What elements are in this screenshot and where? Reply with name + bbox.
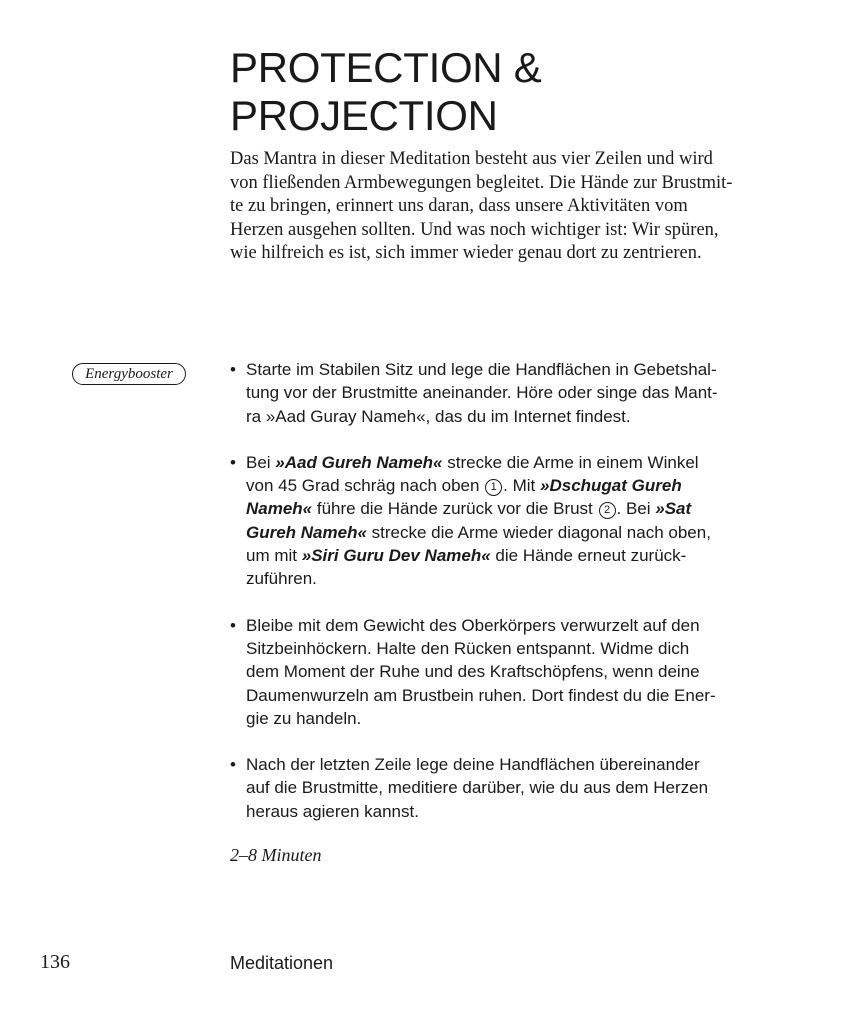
bullet-icon: • — [230, 452, 236, 472]
instruction-item — [230, 753, 770, 823]
text-run: . Mit — [503, 476, 541, 496]
mantra-text: »Siri Guru Dev Nameh« — [301, 546, 491, 566]
mantra-text: »Aad Gureh Nameh« — [275, 452, 443, 472]
text-run: die Hände erneut zurück- — [490, 546, 687, 566]
intro-line: wie hilfreich es ist, sich immer wieder genau dort zu zentrieren. — [230, 243, 702, 263]
instruction-line: gie zu handeln. — [246, 708, 362, 728]
instruction-line: Sitzbeinhöckern. Halte den Rücken entspannt. Widme dich — [246, 638, 690, 658]
instruction-line: Nach der letzten Zeile lege deine Handflächen übereinander — [246, 755, 700, 775]
category-badge: Energybooster — [72, 363, 186, 385]
instruction-line — [246, 451, 770, 474]
instruction-line: dem Moment der Ruhe und des Kraftschöpfens, wenn deine — [246, 662, 700, 682]
instruction-line: zuführen. — [246, 569, 317, 589]
figure-reference-2: 2 — [599, 502, 616, 519]
instruction-line: ra »Aad Guray Nameh«, das du im Internet findest. — [246, 406, 631, 426]
instruction-list — [230, 358, 770, 823]
section-title: Meditationen — [230, 953, 334, 973]
text-run: strecke die Arme wieder diagonal nach oben, — [366, 522, 711, 542]
instruction-line — [246, 497, 770, 520]
instruction-line: Bleibe mit dem Gewicht des Oberkörpers verwurzelt auf den — [246, 615, 700, 635]
page-number: 136 — [40, 951, 70, 973]
intro-paragraph — [230, 148, 760, 266]
intro-line: te zu bringen, erinnert uns daran, dass unsere Aktivitäten vom — [230, 196, 688, 216]
mantra-text: Nameh« — [246, 499, 313, 519]
instruction-item — [230, 358, 770, 428]
text-run: führe die Hände zurück vor die Brust — [312, 499, 598, 519]
intro-line: von fließenden Armbewegungen begleitet. Die Hände zur Brustmit- — [230, 172, 733, 193]
instruction-item — [230, 614, 770, 730]
text-run: um mit — [246, 546, 302, 566]
title-line: PROTECTION & — [230, 44, 542, 91]
instruction-line: tung vor der Brustmitte aneinander. Höre oder singe das Mant- — [246, 383, 718, 403]
instruction-line — [246, 521, 770, 544]
intro-line: Herzen ausgehen sollten. Und was noch wichtiger ist: Wir spüren, — [230, 219, 719, 240]
duration-label: 2–8 Minuten — [230, 845, 322, 865]
instruction-line — [246, 544, 770, 567]
text-run: strecke die Arme in einem Winkel — [442, 452, 699, 472]
title-line: PROJECTION — [230, 92, 498, 139]
figure-reference-1: 1 — [485, 479, 502, 496]
instruction-line: auf die Brustmitte, meditiere darüber, wie du aus dem Herzen — [246, 778, 709, 798]
bullet-icon: • — [230, 755, 236, 775]
instruction-line — [246, 474, 770, 497]
text-run: Bei — [246, 452, 276, 472]
bullet-icon: • — [230, 615, 236, 635]
mantra-text: »Dschugat Gureh — [540, 476, 682, 496]
instruction-item — [230, 451, 770, 591]
instruction-line: heraus agieren kannst. — [246, 801, 419, 821]
instruction-line: Starte im Stabilen Sitz und lege die Handflächen in Gebetshal- — [246, 360, 717, 379]
intro-line: Das Mantra in dieser Meditation besteht aus vier Zeilen und wird — [230, 149, 713, 169]
page-title — [230, 44, 790, 140]
mantra-text: »Sat — [655, 499, 692, 519]
instruction-line: Daumenwurzeln am Brustbein ruhen. Dort findest du die Ener- — [246, 685, 716, 705]
text-run: . Bei — [616, 499, 656, 519]
text-run: von 45 Grad schräg nach oben — [246, 476, 485, 496]
bullet-icon: • — [230, 360, 236, 379]
mantra-text: Gureh Nameh« — [246, 522, 367, 542]
